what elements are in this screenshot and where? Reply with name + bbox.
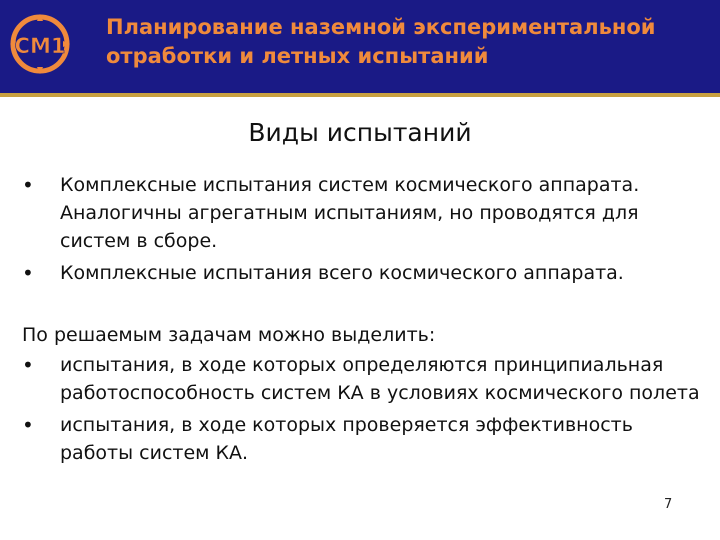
bullet-item xyxy=(22,411,702,467)
slide-heading: Виды испытаний xyxy=(248,118,472,147)
bullet-icon: • xyxy=(22,261,34,285)
company-logo xyxy=(8,12,72,76)
bullet-icon: • xyxy=(22,173,34,197)
bullet-icon: • xyxy=(22,413,34,437)
intro-text: По решаемым задачам можно выделить: xyxy=(22,324,436,346)
bullet-item xyxy=(22,351,702,407)
bullet-text: Комплексные испытания систем космического аппарата. Аналогичны агрегатным испытаниям, но проводятся для систем в сборе. xyxy=(60,174,640,252)
bullet-item xyxy=(22,171,702,255)
bullet-item xyxy=(22,259,702,287)
header-title-line-2: отработки и летных испытаний xyxy=(106,44,489,68)
header-title-line-1: Планирование наземной экспериментальной xyxy=(106,15,656,39)
page-number: 7 xyxy=(664,497,673,512)
bullet-text: испытания, в ходе которых определяются принципиальная работоспособность систем КА в условиях космического полета xyxy=(60,354,700,404)
header-bar xyxy=(0,0,720,93)
bullet-icon: • xyxy=(22,353,34,377)
header-divider xyxy=(0,93,720,97)
bullet-text: испытания, в ходе которых проверяется эффективность работы систем КА. xyxy=(60,414,633,464)
svg-text:СМ1: СМ1 xyxy=(14,34,66,58)
header-title xyxy=(106,13,706,71)
bullet-text: Комплексные испытания всего космического аппарата. xyxy=(60,262,624,284)
slide-content xyxy=(22,171,702,471)
